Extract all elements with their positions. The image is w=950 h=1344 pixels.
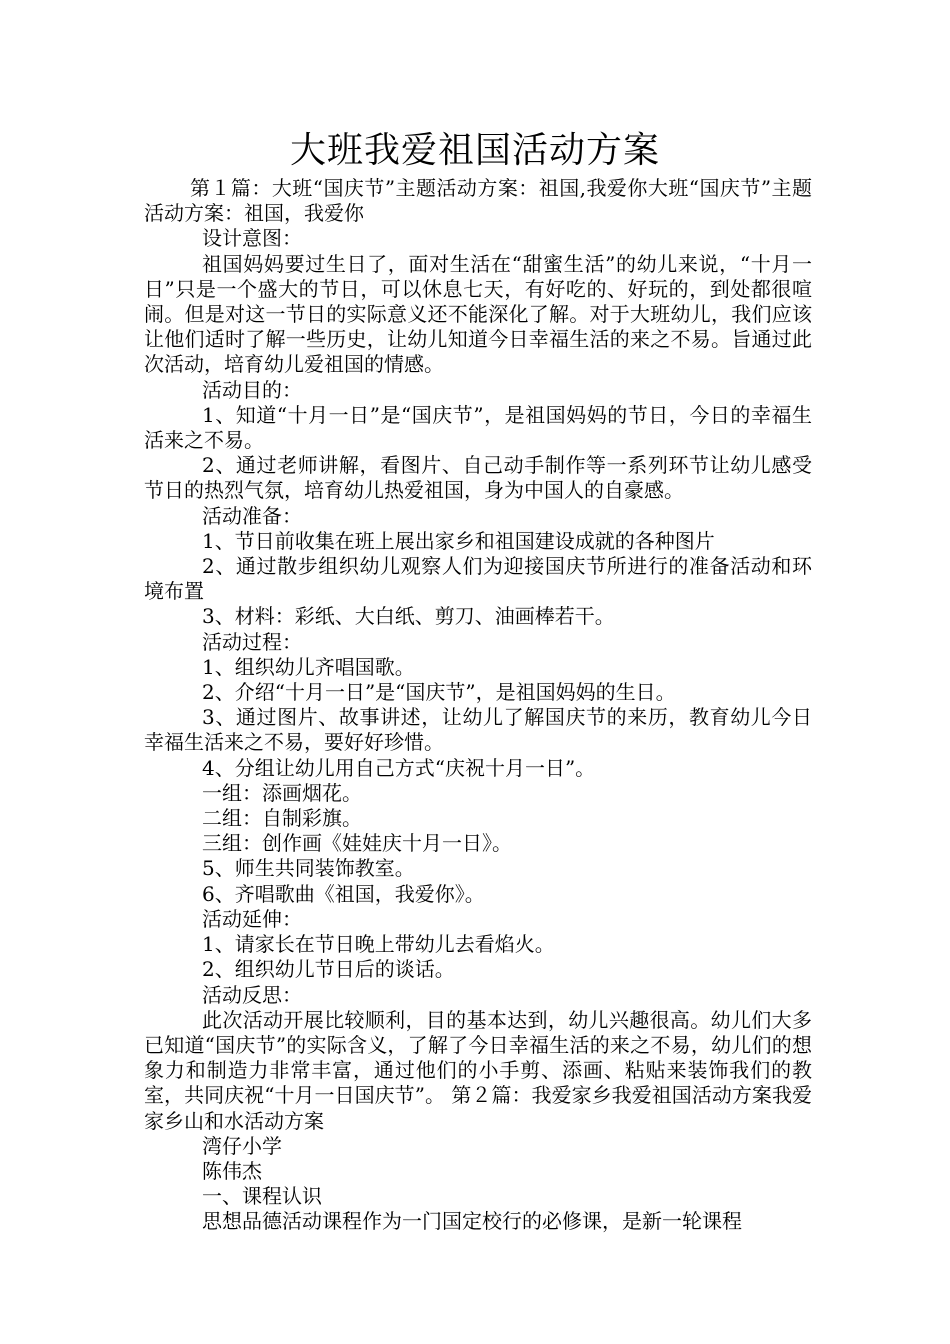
paragraph: 2、介绍“十月一日”是“国庆节”，是祖国妈妈的生日。 — [202, 680, 676, 705]
paragraph: 设计意图： — [202, 226, 302, 251]
paragraph: 一、课程认识 — [202, 1184, 322, 1209]
paragraph: 湾仔小学 — [202, 1133, 282, 1158]
paragraph: 活动准备： — [202, 503, 302, 528]
paragraph: 陈伟杰 — [202, 1158, 262, 1183]
document-title: 大班我爱祖国活动方案 — [289, 130, 660, 171]
paragraph: 三组：创作画《娃娃庆十月一日》。 — [202, 831, 512, 856]
document-body — [144, 176, 812, 1235]
paragraph: 祖国妈妈要过生日了，面对生活在“甜蜜生活”的幼儿来说，“十月一日”只是一个盛大的节日，可以休息七天，有好吃的、好玩的，到处都很喧闹。但是对这一节日的实际意义还不能深化了解。对于大班幼儿，我们应该让他们适时了解一些历史，让幼儿知道今日幸福生活的来之不易。旨通过此次活动，培育幼儿爱祖国的情感。 — [144, 251, 812, 377]
paragraph: 二组：自制彩旗。 — [202, 806, 362, 831]
paragraph: 活动延伸： — [202, 906, 302, 931]
paragraph: 2、通过散步组织幼儿观察人们为迎接国庆节所进行的准备活动和环境布置 — [144, 554, 812, 604]
paragraph: 一组：添画烟花。 — [202, 780, 362, 805]
paragraph: 4、分组让幼儿用自己方式“庆祝十月一日”。 — [202, 755, 596, 780]
paragraph: 1、知道“十月一日”是“国庆节”，是祖国妈妈的节日，今日的幸福生活来之不易。 — [144, 402, 812, 453]
paragraph: 活动过程： — [202, 629, 302, 654]
paragraph: 此次活动开展比较顺利，目的基本达到，幼儿兴趣很高。幼儿们大多已知道“国庆节”的实际含义，了解了今日幸福生活的来之不易，幼儿们的想象力和制造力非常丰富，通过他们的小手剪、添画、粘贴来装饰我们的教室，共同庆祝“十月一日国庆节”。 第２篇：我爱家乡我爱祖国活动方案我爱家乡山和水活动方案 — [144, 1007, 812, 1133]
paragraph: 活动反思： — [202, 982, 302, 1007]
paragraph: 思想品德活动课程作为一门国定校行的必修课，是新一轮课程 — [202, 1209, 742, 1234]
paragraph: 3、通过图片、故事讲述，让幼儿了解国庆节的来历，教育幼儿今日幸福生活来之不易，要好好珍惜。 — [144, 705, 812, 755]
paragraph: 1、节日前收集在班上展出家乡和祖国建设成就的各种图片 — [202, 528, 715, 553]
paragraph: 2、组织幼儿节日后的谈话。 — [202, 957, 455, 982]
paragraph: 1、请家长在节日晚上带幼儿去看焰火。 — [202, 932, 555, 957]
paragraph: 2、通过老师讲解，看图片、自己动手制作等一系列环节让幼儿感受节日的热烈气氛，培育幼儿热爱祖国，身为中国人的自豪感。 — [144, 453, 812, 503]
paragraph: 1、组织幼儿齐唱国歌。 — [202, 654, 415, 679]
paragraph: 6、齐唱歌曲《祖国，我爱你》。 — [202, 881, 485, 906]
paragraph: 活动目的： — [202, 377, 302, 402]
paragraph: 3、材料：彩纸、大白纸、剪刀、油画棒若干。 — [202, 604, 615, 629]
paragraph: 5、师生共同装饰教室。 — [202, 856, 415, 881]
paragraph: 第１篇：大班“国庆节”主题活动方案：祖国,我爱你大班“国庆节”主题活动方案：祖国，我爱你 — [144, 176, 812, 226]
